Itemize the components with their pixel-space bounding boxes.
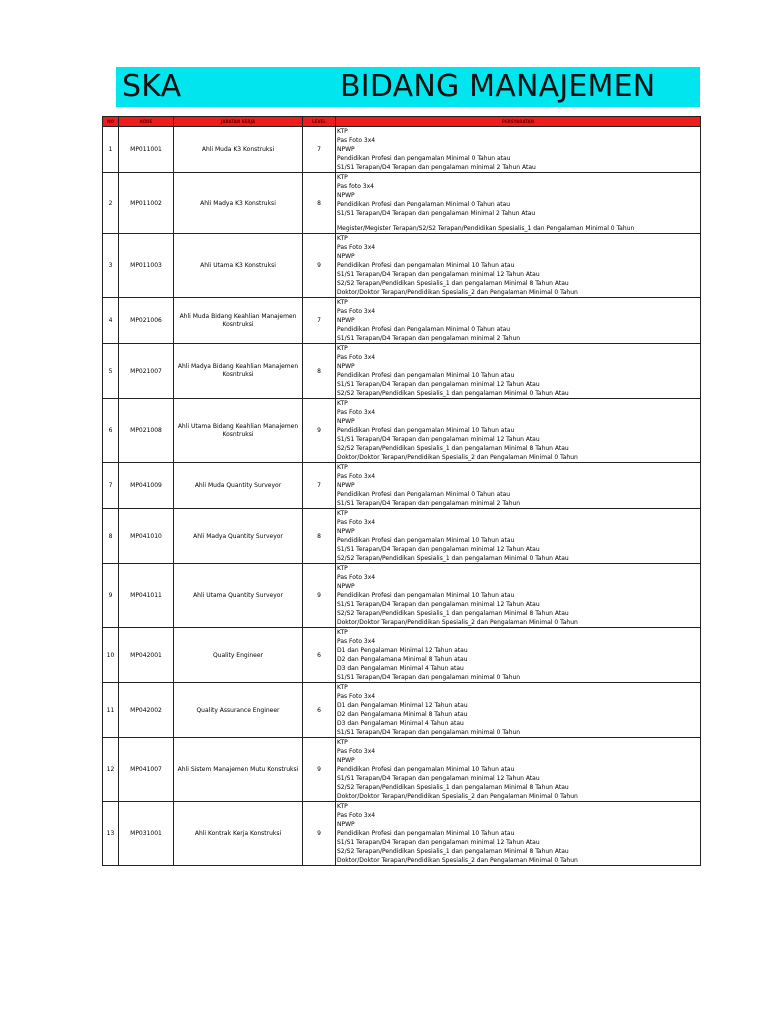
requirement-line: Doktor/Doktor Terapan/Pendidikan Spesialis_2 dan Pengalaman Minimal 0 Tahun	[337, 793, 578, 800]
table-row	[103, 463, 701, 509]
requirement-line: S1/S1 Terapan/D4 Terapan dan pengalaman minimal 12 Tahun Atau	[337, 775, 540, 782]
requirement-line: S1/S1 Terapan/D4 Terapan dan pengalaman minimal 2 Tahun Atau	[337, 164, 536, 171]
requirement-line: S1/S1 Terapan/D4 Terapan dan pengalaman minimal 2 Tahun	[337, 335, 521, 342]
row-jabatan	[174, 173, 303, 234]
requirement-line: KTP	[337, 565, 348, 572]
requirement-line: Pendidikan Profesi dan pengamalan Minimal 10 Tahun atau	[337, 372, 515, 379]
requirement-line: Pendidikan Profesi dan pengamalan Minimal 10 Tahun atau	[337, 262, 515, 269]
row-level: 8	[303, 173, 336, 234]
row-level: 9	[303, 234, 336, 298]
row-persyaratan	[336, 298, 701, 344]
row-kode: MP031001	[119, 802, 174, 866]
row-no: 5	[103, 344, 119, 399]
row-no: 8	[103, 509, 119, 564]
requirement-line: D3 dan Pengalaman Minimal 4 Tahun atau	[337, 665, 464, 672]
requirement-line: Pas Foto 3x4	[337, 244, 376, 251]
requirement-line: KTP	[337, 174, 348, 181]
requirement-line: Pas Foto 3x4	[337, 308, 376, 315]
title-right: BIDANG MANAJEMEN	[340, 69, 656, 104]
column-header-kode: KODE	[119, 117, 174, 127]
row-jabatan-label: Ahli Utama K3 Konstruksi	[200, 262, 276, 269]
row-jabatan	[174, 234, 303, 298]
requirement-line: Pendidikan Profesi dan Pengalaman Minimal 0 Tahun atau	[337, 326, 511, 333]
row-persyaratan	[336, 463, 701, 509]
table-row	[103, 234, 701, 298]
requirement-line: S1/S1 Terapan/D4 Terapan dan pengalaman minimal 0 Tahun	[337, 674, 521, 681]
row-jabatan-label: Quality Engineer	[212, 651, 264, 659]
table-body	[103, 127, 701, 866]
requirement-line: KTP	[337, 629, 348, 636]
row-kode: MP011003	[119, 234, 174, 298]
table-row	[103, 298, 701, 344]
requirement-line: S1/S1 Terapan/D4 Terapan dan pengalaman minimal 12 Tahun Atau	[337, 839, 540, 846]
requirement-line: NPWP	[337, 418, 355, 425]
row-kode: MP041010	[119, 509, 174, 564]
requirement-line: Pendidikan Profesi dan pengamalan Minimal 10 Tahun atau	[337, 537, 515, 544]
table-header-row	[103, 117, 701, 127]
requirement-line: S1/S1 Terapan/D4 Terapan dan pengalaman minimal 12 Tahun Atau	[337, 436, 540, 443]
row-kode: MP021007	[119, 344, 174, 399]
row-level: 7	[303, 298, 336, 344]
table-row	[103, 738, 701, 802]
requirement-line: S1/S1 Terapan/D4 Terapan dan pengalaman Minimal 2 Tahun Atau	[337, 210, 536, 217]
table-row	[103, 683, 701, 738]
requirement-line: D2 dan Pengalamana Minimal 8 Tahun atau	[337, 711, 468, 718]
row-jabatan	[174, 628, 303, 683]
requirement-line: S2/S2 Terapan/Pendidikan Spesialis_1 dan pengalaman Minimal 0 Tahun Atau	[337, 555, 569, 562]
row-jabatan	[174, 564, 303, 628]
table-row	[103, 509, 701, 564]
row-level: 8	[303, 344, 336, 399]
requirement-line: NPWP	[337, 528, 355, 535]
requirement-line: Pendidikan Profesi dan Pengalaman Minimal 0 Tahun atau	[337, 201, 511, 208]
row-no: 7	[103, 463, 119, 509]
requirement-line: Pendidikan Profesi dan pengamalan Minimal 0 Tahun atau	[337, 155, 511, 162]
row-jabatan	[174, 127, 303, 173]
table-row	[103, 173, 701, 234]
requirement-line: Pas Foto 3x4	[337, 812, 376, 819]
row-kode: MP041007	[119, 738, 174, 802]
requirement-line: D1 dan Pengalaman Minimal 12 Tahun atau	[337, 702, 468, 709]
requirement-line: KTP	[337, 345, 348, 352]
row-kode: MP042002	[119, 683, 174, 738]
requirement-line: Pendidikan Profesi dan pengamalan Minimal 10 Tahun atau	[337, 766, 515, 773]
title-banner	[116, 67, 700, 107]
row-jabatan-label: Ahli Utama Bidang Keahlian Manajemen Kosntruksi	[177, 422, 299, 438]
row-no: 2	[103, 173, 119, 234]
requirement-line: KTP	[337, 510, 348, 517]
table-row	[103, 802, 701, 866]
row-level: 7	[303, 127, 336, 173]
row-no: 13	[103, 802, 119, 866]
requirement-line: S1/S1 Terapan/D4 Terapan dan pengalaman minimal 12 Tahun Atau	[337, 271, 540, 278]
requirement-line: S1/S1 Terapan/D4 Terapan dan pengalaman minimal 12 Tahun Atau	[337, 381, 540, 388]
row-level: 7	[303, 463, 336, 509]
row-persyaratan	[336, 173, 701, 234]
row-jabatan-label: Ahli Utama Quantity Surveyor	[193, 592, 283, 599]
row-kode: MP011001	[119, 127, 174, 173]
requirement-line: NPWP	[337, 583, 355, 590]
row-no: 9	[103, 564, 119, 628]
requirement-line: D1 dan Pengalaman Minimal 12 Tahun atau	[337, 647, 468, 654]
requirements-table	[102, 116, 701, 866]
requirement-line: Pendidikan Profesi dan pengamalan Minimal 10 Tahun atau	[337, 592, 515, 599]
row-kode: MP021008	[119, 399, 174, 463]
row-jabatan	[174, 683, 303, 738]
row-jabatan-label: Ahli Madya Bidang Keahlian Manajemen Kosntruksi	[177, 363, 299, 378]
requirement-line: S2/S2 Terapan/Pendidikan Spesialis_1 dan pengalaman Minimal 8 Tahun Atau	[337, 445, 569, 452]
requirement-line: KTP	[337, 803, 348, 810]
row-jabatan	[174, 802, 303, 866]
requirement-line: Pas Foto 3x4	[337, 473, 376, 480]
row-no: 10	[103, 628, 119, 683]
column-header-no: NO	[103, 117, 119, 127]
requirement-line: KTP	[337, 464, 348, 471]
requirement-line: S1/S1 Terapan/D4 Terapan dan pengalaman minimal 12 Tahun Atau	[337, 601, 540, 608]
row-persyaratan	[336, 564, 701, 628]
row-level: 9	[303, 738, 336, 802]
table-row	[103, 344, 701, 399]
requirement-line: S1/S1 Terapan/D4 Terapan dan pengalaman minimal 2 Tahun	[337, 500, 521, 507]
requirement-line: S2/S2 Terapan/Pendidikan Spesialis_1 dan pengalaman Minimal 0 Tahun Atau	[337, 390, 569, 397]
requirement-line: Pas Foto 3x4	[337, 354, 376, 361]
column-header-level: LEVEL	[303, 117, 336, 127]
requirement-line: Megister/Megister Terapan/S2/S2 Terapan/Pendidikan Spesialis_1 dan Pengalaman Minimal 0 Tahun	[337, 225, 635, 232]
requirement-line: NPWP	[337, 253, 355, 260]
row-persyaratan	[336, 509, 701, 564]
requirement-line: Pas Foto 3x4	[337, 137, 376, 144]
requirement-line: Doktor/Doktor Terapan/Pendidikan Spesialis_2 dan Pengalaman Minimal 0 Tahun	[337, 857, 578, 864]
requirement-line: Pas Foto 3x4	[337, 748, 376, 755]
row-persyaratan	[336, 628, 701, 683]
row-persyaratan	[336, 738, 701, 802]
row-jabatan-label: Ahli Madya Quantity Surveyor	[193, 532, 283, 540]
requirement-line: Pendidikan Profesi dan pengamalan Minimal 10 Tahun atau	[337, 830, 515, 837]
requirement-line: S1/S1 Terapan/D4 Terapan dan pengalaman minimal 12 Tahun Atau	[337, 546, 540, 553]
requirement-line: NPWP	[337, 363, 355, 370]
row-kode: MP011002	[119, 173, 174, 234]
column-header-persyaratan: PERSYARATAN	[336, 117, 701, 127]
title-left: SKA	[122, 69, 182, 104]
table-row	[103, 628, 701, 683]
row-persyaratan	[336, 344, 701, 399]
requirement-line: NPWP	[337, 192, 355, 199]
row-jabatan-label: Quality Assurance Engineer	[196, 706, 280, 714]
row-level: 9	[303, 802, 336, 866]
row-persyaratan	[336, 802, 701, 866]
requirement-line: NPWP	[337, 757, 355, 764]
row-jabatan-label: Ahli Muda Quantity Surveyor	[194, 482, 282, 489]
row-jabatan	[174, 463, 303, 509]
requirement-line: KTP	[337, 235, 348, 242]
requirement-line: S2/S2 Terapan/Pendidikan Spesialis_1 dan pengalaman Minimal 8 Tahun Atau	[337, 784, 569, 791]
table-row	[103, 127, 701, 173]
requirement-line: S1/S1 Terapan/D4 Terapan dan pengalaman minimal 0 Tahun	[337, 729, 521, 736]
requirement-line: S2/S2 Terapan/Pendidikan Spesialis_1 dan pengalaman Minimal 8 Tahun Atau	[337, 280, 569, 287]
row-jabatan	[174, 509, 303, 564]
row-jabatan-label: Ahli Muda Bidang Keahlian Manajemen Kosntruksi	[179, 312, 297, 328]
row-jabatan-label: Ahli Muda K3 Konstruksi	[201, 146, 275, 153]
row-kode: MP041011	[119, 564, 174, 628]
row-jabatan-label: Ahli Sistem Manajemen Mutu Konstruksi	[177, 766, 299, 773]
requirement-line: Pas Foto 3x4	[337, 693, 376, 700]
requirement-line: KTP	[337, 739, 348, 746]
row-level: 9	[303, 564, 336, 628]
row-persyaratan	[336, 683, 701, 738]
requirement-line: Doktor/Doktor Terapan/Pendidikan Spesialis_2 dan Pengalaman Minimal 0 Tahun	[337, 289, 578, 296]
table-row	[103, 399, 701, 463]
requirement-line: Pas Foto 3x4	[337, 409, 376, 416]
row-kode: MP042001	[119, 628, 174, 683]
row-jabatan	[174, 738, 303, 802]
requirement-line: S2/S2 Terapan/Pendidikan Spesialis_1 dan pengalaman Minimal 8 Tahun Atau	[337, 848, 569, 855]
row-level: 6	[303, 683, 336, 738]
row-jabatan	[174, 344, 303, 399]
requirement-line: Pas Foto 3x4	[337, 574, 376, 581]
row-jabatan-label: Ahli Madya K3 Konstruksi	[200, 199, 276, 207]
requirement-line: Pas Foto 3x4	[337, 638, 376, 645]
requirement-line: KTP	[337, 128, 348, 135]
row-persyaratan	[336, 127, 701, 173]
requirement-line: KTP	[337, 299, 348, 306]
row-persyaratan	[336, 234, 701, 298]
requirement-line: Doktor/Doktor Terapan/Pendidikan Spesialis_2 dan Pengalaman Minimal 0 Tahun	[337, 619, 578, 626]
row-no: 1	[103, 127, 119, 173]
row-no: 12	[103, 738, 119, 802]
requirement-line: NPWP	[337, 146, 355, 153]
row-no: 11	[103, 683, 119, 738]
row-jabatan-label: Ahli Kontrak Kerja Konstruksi	[194, 830, 282, 837]
requirement-line: S2/S2 Terapan/Pendidikan Spesialis_1 dan pengalaman Minimal 8 Tahun Atau	[337, 610, 569, 617]
row-no: 6	[103, 399, 119, 463]
row-kode: MP021006	[119, 298, 174, 344]
row-jabatan	[174, 399, 303, 463]
requirement-line: D3 dan Pengalaman Minimal 4 Tahun atau	[337, 720, 464, 727]
requirement-line: NPWP	[337, 317, 355, 324]
row-persyaratan	[336, 399, 701, 463]
requirement-line: Pendidikan Profesi dan pengamalan Minimal 10 Tahun atau	[337, 427, 515, 434]
requirement-line: Pas Foto 3x4	[337, 519, 376, 526]
row-level: 6	[303, 628, 336, 683]
row-kode: MP041009	[119, 463, 174, 509]
requirement-line: KTP	[337, 400, 348, 407]
table-row	[103, 564, 701, 628]
requirement-line: Pas foto 3x4	[337, 183, 374, 190]
row-no: 3	[103, 234, 119, 298]
row-no: 4	[103, 298, 119, 344]
requirement-line: KTP	[337, 684, 348, 691]
column-header-jabatan: JABATAN KERJA	[174, 117, 303, 127]
requirement-line: Pendidikan Profesi dan Pengalaman Minimal 0 Tahun atau	[337, 491, 511, 498]
row-level: 8	[303, 509, 336, 564]
row-level: 9	[303, 399, 336, 463]
requirement-line: D2 dan Pengalamana Minimal 8 Tahun atau	[337, 656, 468, 663]
requirement-line: NPWP	[337, 821, 355, 828]
row-jabatan	[174, 298, 303, 344]
requirement-line: Doktor/Doktor Terapan/Pendidikan Spesialis_2 dan Pengalaman Minimal 0 Tahun	[337, 454, 578, 461]
requirement-line: NPWP	[337, 482, 355, 489]
